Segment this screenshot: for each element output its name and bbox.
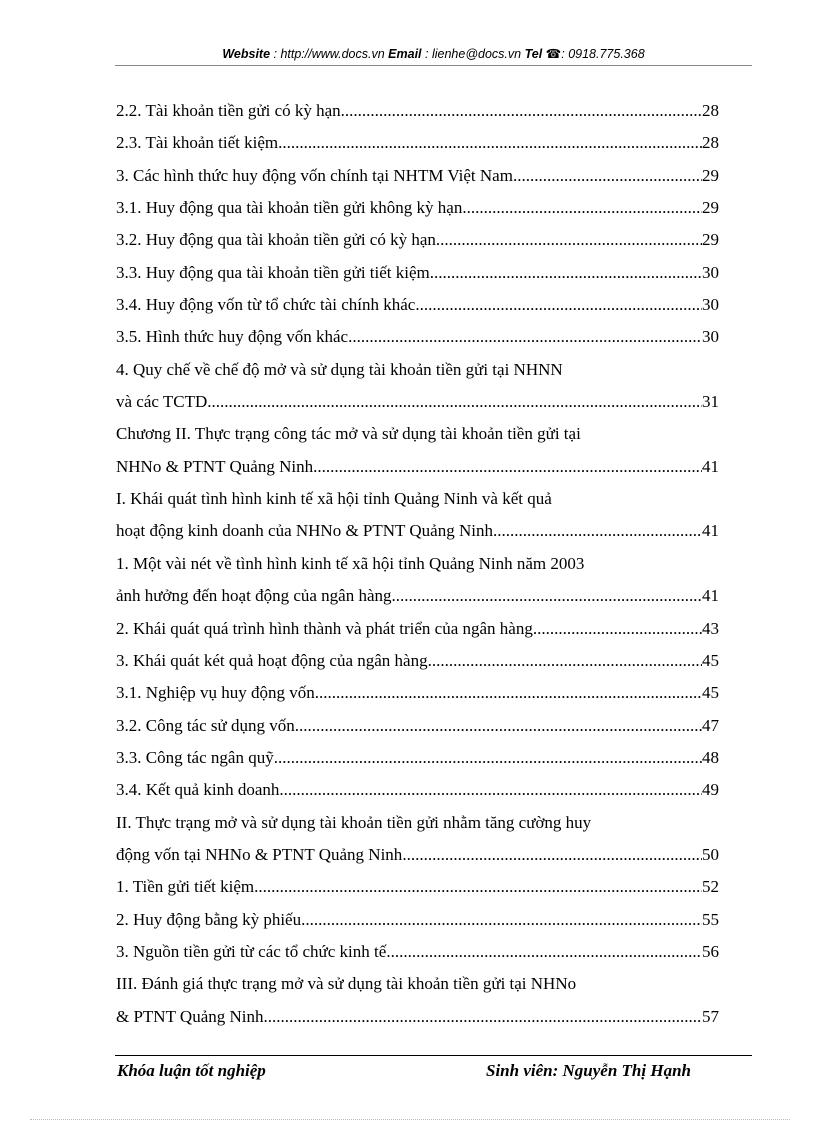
toc-entry[interactable] [116, 1001, 719, 1033]
toc-page-number: 29 [702, 165, 719, 185]
email-value[interactable]: : lienhe@docs.vn [425, 47, 522, 61]
toc-entry-text: 3. Khái quát két quả hoạt động của ngân hàng [116, 650, 428, 670]
toc-leader-dots [295, 710, 702, 742]
toc-entry-text: ảnh hưởng đến hoạt động của ngân hàng [116, 586, 392, 606]
toc-leader-dots [254, 871, 702, 903]
toc-leader-dots [386, 936, 702, 968]
toc-entry-text: 3.2. Huy động qua tài khoản tiền gửi có kỳ hạn [116, 230, 436, 250]
toc-entry[interactable] [116, 160, 719, 192]
table-of-contents [116, 95, 719, 1033]
toc-entry-text: Chương II. Thực trạng công tác mở và sử dụng tài khoản tiền gửi tại [116, 424, 581, 444]
website-value[interactable]: : http://www.docs.vn [273, 47, 385, 61]
toc-leader-dots [402, 839, 702, 871]
toc-page-number: 56 [702, 941, 719, 961]
toc-entry[interactable] [116, 710, 719, 742]
toc-entry-text: 2. Huy động bằng kỳ phiếu [116, 909, 302, 929]
toc-entry-text: 2. Khái quát quá trình hình thành và phát triển của ngân hàng [116, 618, 533, 638]
toc-entry[interactable] [116, 548, 719, 580]
toc-page-number: 30 [702, 262, 719, 282]
toc-page-number: 45 [702, 683, 719, 703]
toc-leader-dots [313, 451, 702, 483]
toc-entry-text: 2.2. Tài khoản tiền gửi có kỳ hạn [116, 101, 341, 120]
toc-entry[interactable] [116, 968, 719, 1000]
toc-entry[interactable] [116, 321, 719, 353]
toc-entry-text: động vốn tại NHNo & PTNT Quảng Ninh [116, 844, 403, 864]
toc-page-number: 48 [702, 747, 719, 767]
toc-page-number: 30 [702, 295, 719, 315]
toc-leader-dots [274, 742, 702, 774]
toc-leader-dots [430, 257, 702, 289]
toc-entry[interactable] [116, 871, 719, 903]
toc-entry[interactable] [116, 613, 719, 645]
toc-entry-text: I. Khái quát tình hình kinh tế xã hội tỉnh Quảng Ninh và kết quả [116, 489, 552, 509]
phone-icon: ☎ [545, 47, 562, 61]
toc-leader-dots [392, 580, 703, 612]
toc-entry[interactable] [116, 839, 719, 871]
toc-entry-text: 3.4. Kết quả kinh doanh [116, 780, 280, 800]
toc-leader-dots [341, 95, 702, 127]
toc-entry[interactable] [116, 192, 719, 224]
toc-entry-text: 3. Nguồn tiền gửi từ các tổ chức kinh tế [116, 941, 387, 961]
toc-page-number: 31 [702, 392, 719, 412]
toc-entry-text: NHNo & PTNT Quảng Ninh [116, 456, 314, 476]
toc-page-number: 29 [702, 198, 719, 218]
toc-entry[interactable] [116, 224, 719, 256]
toc-entry[interactable] [116, 580, 719, 612]
toc-entry-text: 3.4. Huy động vốn từ tổ chức tài chính khác [116, 295, 416, 315]
toc-entry[interactable] [116, 386, 719, 418]
toc-leader-dots [348, 321, 702, 353]
toc-entry-text: 4. Quy chế về chế độ mở và sử dụng tài khoản tiền gửi tại NHNN [116, 359, 563, 379]
toc-entry[interactable] [116, 774, 719, 806]
toc-page-number: 41 [702, 456, 719, 476]
toc-leader-dots [428, 645, 702, 677]
toc-leader-dots [315, 677, 702, 709]
toc-leader-dots [207, 386, 702, 418]
toc-page-number: 43 [702, 618, 719, 638]
header-divider [115, 65, 752, 66]
toc-leader-dots [493, 515, 702, 547]
toc-entry-text: 1. Tiền gửi tiết kiệm [116, 877, 255, 897]
toc-entry[interactable] [116, 677, 719, 709]
toc-entry-text: 3.3. Huy động qua tài khoản tiền gửi tiết kiệm [116, 262, 430, 282]
toc-entry[interactable] [116, 483, 719, 515]
toc-leader-dots [279, 774, 702, 806]
toc-page-number: 55 [702, 909, 719, 929]
toc-entry-text: II. Thực trạng mở và sử dụng tài khoản tiền gửi nhằm tăng cường huy [116, 812, 592, 832]
toc-entry[interactable] [116, 257, 719, 289]
toc-entry-text: 3.5. Hình thức huy động vốn khác [116, 327, 349, 347]
toc-page-number: 29 [702, 230, 719, 250]
footer-divider [115, 1055, 752, 1056]
toc-entry-text: hoạt động kinh doanh của NHNo & PTNT Quảng Ninh [116, 521, 493, 541]
toc-entry[interactable] [116, 904, 719, 936]
toc-leader-dots [436, 224, 702, 256]
toc-page-number: 47 [702, 715, 719, 735]
toc-leader-dots [533, 613, 702, 645]
toc-entry-text: 1. Một vài nét về tình hình kinh tế xã hội tỉnh Quảng Ninh năm 2003 [116, 553, 585, 573]
toc-leader-dots [462, 192, 702, 224]
toc-entry-text: 3. Các hình thức huy động vốn chính tại NHTM Việt Nam [116, 165, 513, 185]
toc-page-number: 52 [702, 877, 719, 897]
toc-entry[interactable] [116, 289, 719, 321]
toc-entry[interactable] [116, 354, 719, 386]
toc-entry[interactable] [116, 95, 719, 127]
page-header [115, 46, 752, 61]
toc-leader-dots [415, 289, 702, 321]
toc-entry[interactable] [116, 451, 719, 483]
toc-leader-dots [278, 127, 702, 159]
toc-entry-text: 3.3. Công tác ngân quỹ [116, 747, 274, 767]
page-bottom-edge [30, 1119, 790, 1120]
toc-entry[interactable] [116, 742, 719, 774]
toc-entry[interactable] [116, 936, 719, 968]
footer-thesis-label: Khóa luận tốt nghiệp [117, 1061, 266, 1080]
toc-page-number: 28 [702, 133, 719, 153]
toc-page-number: 45 [702, 650, 719, 670]
toc-entry[interactable] [116, 807, 719, 839]
toc-page-number: 49 [702, 780, 719, 800]
toc-leader-dots [513, 160, 702, 192]
toc-entry-text: 3.1. Nghiệp vụ huy động vốn [116, 683, 315, 703]
toc-page-number: 57 [702, 1006, 719, 1026]
toc-page-number: 41 [702, 586, 719, 606]
toc-entry[interactable] [116, 515, 719, 547]
toc-entry-text: và các TCTD [116, 392, 208, 412]
tel-label: Tel [524, 47, 543, 61]
toc-entry-text: III. Đánh giá thực trạng mở và sử dụng tài khoản tiền gửi tại NHNo [116, 974, 577, 994]
tel-value: : 0918.775.368 [561, 47, 645, 61]
toc-page-number: 50 [702, 844, 719, 864]
toc-leader-dots [264, 1001, 703, 1033]
email-label: Email [388, 47, 422, 61]
toc-entry-text: & PTNT Quảng Ninh [116, 1006, 264, 1026]
website-label: Website [222, 47, 271, 61]
toc-entry[interactable] [116, 127, 719, 159]
toc-entry-text: 3.2. Công tác sử dụng vốn [116, 715, 295, 735]
toc-entry-text: 3.1. Huy động qua tài khoản tiền gửi không kỳ hạn [116, 198, 463, 218]
footer-student-name: Sinh viên: Nguyễn Thị Hạnh [486, 1061, 691, 1080]
toc-page-number: 30 [702, 327, 719, 347]
toc-entry[interactable] [116, 418, 719, 450]
toc-entry-text: 2.3. Tài khoản tiết kiệm [116, 133, 279, 153]
toc-page-number: 28 [702, 101, 719, 120]
toc-leader-dots [301, 904, 702, 936]
toc-page-number: 41 [702, 521, 719, 541]
toc-entry[interactable] [116, 645, 719, 677]
